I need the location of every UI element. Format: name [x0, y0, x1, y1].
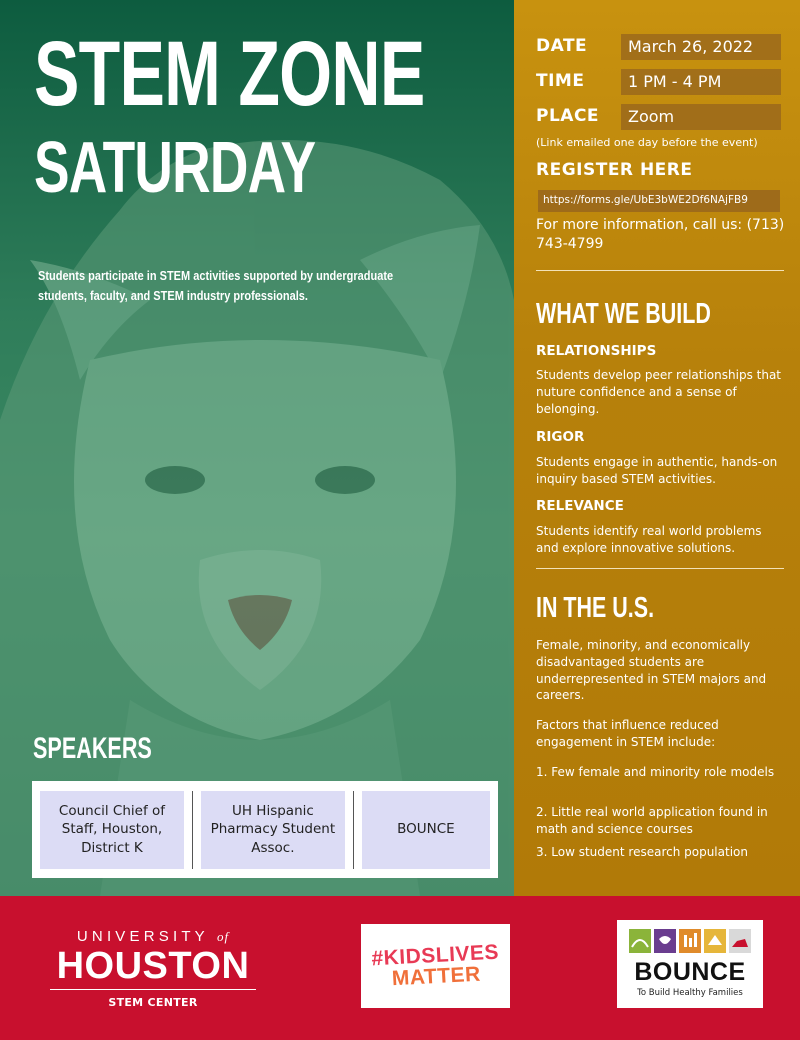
title-line-1: STEM ZONE [34, 23, 425, 125]
relevance-title: RELEVANCE [536, 498, 624, 514]
what-we-build-heading: WHAT WE BUILD [536, 298, 711, 330]
contact-info: For more information, call us: (713) 743-4799 [536, 217, 785, 252]
tagline: Students participate in STEM activities supported by undergraduate students, faculty, and STEM industry professionals. [38, 269, 394, 303]
speakers-list [32, 781, 498, 878]
bounce-subtitle: To Build Healthy Families [637, 988, 743, 998]
list-item: 3. Low student research population [536, 845, 748, 859]
us-paragraph-2: Factors that influence reduced engagement in STEM include: [536, 718, 719, 749]
link-note: (Link emailed one day before the event) [536, 136, 758, 149]
bounce-icons [629, 929, 751, 955]
date-value: March 26, 2022 [621, 34, 781, 60]
uh-logo-top: UNIVERSITY [76, 928, 209, 945]
divider [536, 568, 784, 569]
place-value: Zoom [621, 104, 781, 130]
speaker-card: Council Chief of Staff, Houston, District K [40, 791, 184, 869]
uh-logo-of: of [217, 929, 230, 944]
klm-line-2: MATTER [391, 962, 482, 991]
bounce-name: BOUNCE [634, 958, 746, 986]
list-item: 1. Few female and minority role models [536, 765, 775, 779]
relationships-text: Students develop peer relationships that nuture confidence and a sense of belonging. [536, 368, 781, 416]
in-the-us-heading: IN THE U.S. [536, 592, 655, 624]
speakers-heading: SPEAKERS [33, 732, 152, 765]
sponsor-footer [0, 896, 800, 1040]
list-item: 2. Little real world application found in math and science courses [536, 805, 768, 836]
info-panel [514, 0, 800, 896]
rigor-text: Students engage in authentic, hands-on inquiry based STEM activities. [536, 455, 778, 486]
divider [192, 791, 193, 869]
time-value: 1 PM - 4 PM [621, 69, 781, 95]
divider [353, 791, 354, 869]
register-link[interactable]: https://forms.gle/UbE3bWE2Df6NAjFB9 [538, 190, 780, 212]
relationships-title: RELATIONSHIPS [536, 343, 657, 359]
uh-logo [47, 928, 259, 1009]
speaker-card: BOUNCE [362, 791, 490, 869]
title-line-2: SATURDAY [34, 128, 316, 208]
place-label: PLACE [536, 106, 600, 126]
divider [50, 989, 256, 990]
date-label: DATE [536, 36, 588, 56]
bounce-logo [617, 920, 763, 1008]
speaker-card: UH Hispanic Pharmacy Student Assoc. [201, 791, 345, 869]
uh-logo-center: STEM CENTER [108, 996, 198, 1009]
kids-lives-matter-logo [361, 924, 510, 1008]
relevance-text: Students identify real world problems and explore innovative solutions. [536, 524, 762, 555]
register-heading: REGISTER HERE [536, 160, 693, 180]
us-paragraph-1: Female, minority, and economically disadvantaged students are underrepresented in STEM majors and careers. [536, 638, 767, 703]
uh-logo-name: HOUSTON [56, 945, 250, 987]
rigor-title: RIGOR [536, 429, 585, 445]
divider [536, 270, 784, 271]
event-title [34, 23, 425, 208]
klm-line-1: #KIDSLIVES [370, 940, 500, 971]
time-label: TIME [536, 71, 585, 91]
